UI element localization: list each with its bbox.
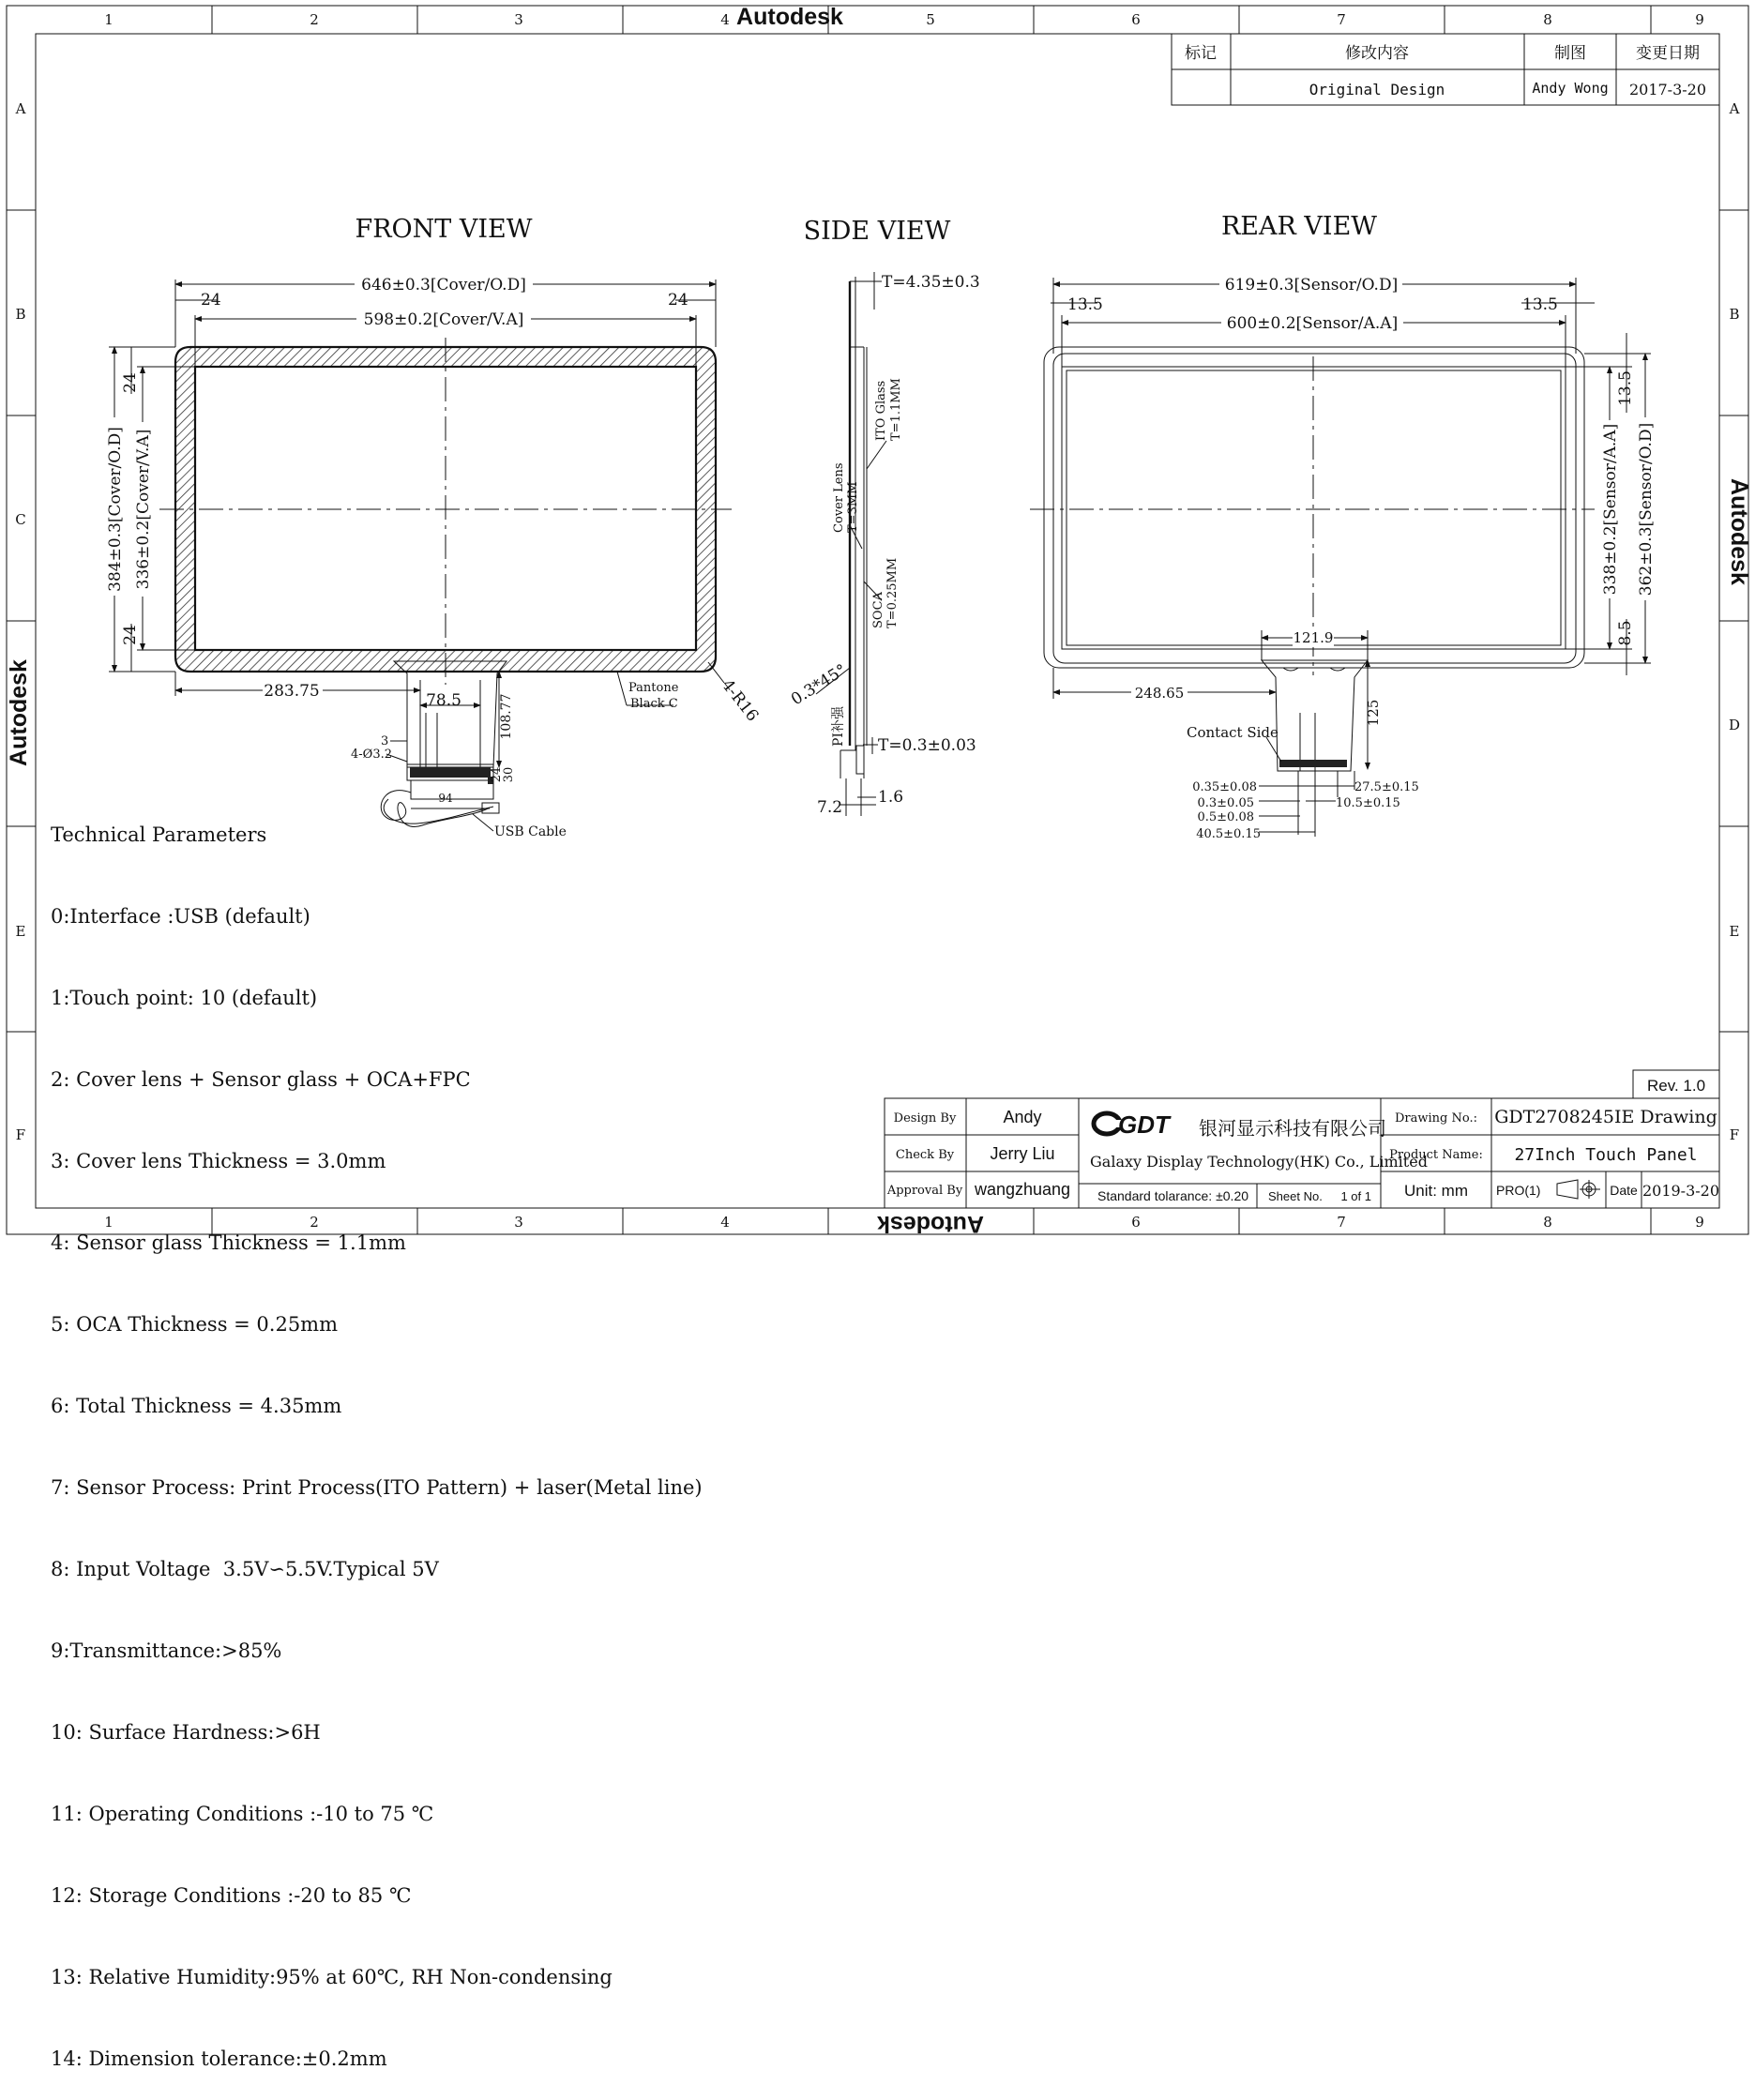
- row-label: C: [15, 511, 26, 528]
- design-by-label: Design By: [893, 1111, 957, 1126]
- col-label: 7: [1337, 11, 1346, 28]
- dim-rear-fpc-offset: 248.65: [1134, 685, 1185, 702]
- dim-rear-bottom: 8.5: [1616, 620, 1635, 646]
- row-label: B: [15, 306, 26, 323]
- company-name-en: Galaxy Display Technology(HK) Co., Limited: [1090, 1153, 1428, 1171]
- col-label: 5: [926, 11, 935, 28]
- col-label: 7: [1337, 1214, 1346, 1231]
- label-cover-2: T=3MM: [846, 481, 860, 533]
- row-label: A: [1729, 100, 1740, 117]
- tech-item: 13: Relative Humidity:95% at 60℃, RH Non-condensing: [51, 1966, 613, 1988]
- tech-item: 3: Cover lens Thickness = 3.0mm: [51, 1150, 386, 1172]
- product-name: 27Inch Touch Panel: [1514, 1145, 1698, 1165]
- check-by-label: Check By: [895, 1148, 955, 1162]
- rev-header-content: 修改内容: [1345, 44, 1409, 63]
- revision-label: Rev. 1.0: [1646, 1077, 1706, 1095]
- dim-rear-c: 0.5±0.08: [1197, 810, 1254, 824]
- dim-1-6: 1.6: [878, 788, 904, 807]
- label-soca-2: T=0.25MM: [885, 557, 900, 628]
- dim-rear-fpc-length: 125: [1365, 699, 1382, 727]
- col-label: 9: [1695, 1214, 1704, 1231]
- tech-item: 11: Operating Conditions :-10 to 75 ℃: [51, 1803, 434, 1825]
- standard-tolerance: Standard tolarance: ±0.20: [1097, 1188, 1249, 1203]
- rev-content: Original Design: [1309, 81, 1445, 98]
- dim-24b: 24: [490, 766, 504, 783]
- approval-by: wangzhuang: [974, 1180, 1071, 1199]
- drawing-no: GDT2708245IE Drawing: [1494, 1107, 1717, 1127]
- label-radius: 4-R16: [718, 675, 763, 726]
- watermark-right: Autodesk: [1726, 478, 1752, 585]
- side-view-title: SIDE VIEW: [803, 217, 951, 246]
- dim-rear-top: 13.5: [1616, 370, 1635, 406]
- dim-sensor-aa-height: 338±0.2[Sensor/A.A]: [1601, 423, 1620, 596]
- tech-heading: Technical Parameters: [51, 823, 267, 846]
- dim-hole: 4-Ø3.2: [351, 748, 392, 762]
- label-cover-1: Cover Lens: [832, 462, 846, 533]
- dim-cover-od-width: 646±0.3[Cover/O.D]: [361, 276, 526, 295]
- dim-rear-f: 10.5±0.15: [1336, 796, 1400, 810]
- tech-item: 10: Surface Hardness:>6H: [51, 1721, 321, 1744]
- col-label: 3: [514, 11, 523, 28]
- label-pantone-1: Pantone: [628, 681, 679, 695]
- dim-fpc-length: 108.77: [499, 693, 514, 740]
- tech-item: 6: Total Thickness = 4.35mm: [51, 1395, 342, 1417]
- label-soca-1: SOCA: [871, 592, 885, 628]
- label-pi: PI补强: [831, 706, 846, 747]
- unit: Unit: mm: [1404, 1182, 1468, 1200]
- dim-rear-a: 0.35±0.08: [1192, 780, 1257, 794]
- col-label: 3: [514, 1214, 523, 1231]
- label-ito-1: ITO Glass: [874, 380, 888, 441]
- dim-fpc-thickness: T=0.3±0.03: [878, 736, 976, 755]
- watermark-left: Autodesk: [6, 659, 32, 766]
- dim-sensor-od-height: 362±0.3[Sensor/O.D]: [1637, 422, 1656, 597]
- side-view: [788, 217, 980, 817]
- dim-cover-od-height: 384±0.3[Cover/O.D]: [106, 427, 125, 592]
- rear-cover-outline: [1044, 347, 1584, 668]
- rev-date: 2017-3-20: [1628, 81, 1707, 98]
- dim-rear-e: 27.5±0.15: [1354, 780, 1419, 794]
- col-label: 2: [310, 11, 319, 28]
- col-label: 6: [1131, 1214, 1141, 1231]
- tech-item: 4: Sensor glass Thickness = 1.1mm: [51, 1231, 406, 1254]
- col-label: 8: [1543, 11, 1552, 28]
- watermark-top: Autodesk: [736, 4, 843, 30]
- dim-fpc-offset: 283.75: [264, 682, 320, 701]
- col-label: 9: [1695, 11, 1704, 28]
- col-label: 2: [310, 1214, 319, 1231]
- dim-fpc-width: 78.5: [426, 691, 461, 710]
- projection-label: PRO(1): [1496, 1183, 1541, 1198]
- rev-header-mark: 标记: [1185, 44, 1217, 63]
- logo-text: GDT: [1118, 1110, 1170, 1139]
- row-label: B: [1729, 306, 1740, 323]
- front-view-title: FRONT VIEW: [355, 215, 533, 244]
- col-label: 1: [104, 11, 113, 28]
- sheet-no-label: Sheet No.: [1268, 1189, 1323, 1203]
- dim-total-thickness: T=4.35±0.3: [882, 273, 980, 292]
- dim-rear-right: 13.5: [1522, 295, 1558, 314]
- dim-border-right: 24: [668, 291, 688, 310]
- gdt-logo: [1094, 1110, 1172, 1139]
- label-contact-side: Contact Side: [1187, 724, 1278, 741]
- dim-rear-d: 40.5±0.15: [1196, 827, 1261, 841]
- dim-rear-fpc-width: 121.9: [1293, 629, 1334, 646]
- fpc-tail: [394, 661, 507, 767]
- rev-header-drafter: 制图: [1554, 44, 1586, 63]
- design-by: Andy: [1003, 1108, 1042, 1126]
- dim-sensor-aa-width: 600±0.2[Sensor/A.A]: [1226, 314, 1399, 333]
- row-label: A: [15, 100, 26, 117]
- rev-header-date: 变更日期: [1636, 44, 1700, 63]
- row-label: F: [1729, 1126, 1740, 1143]
- dim-cover-va-width: 598±0.2[Cover/V.A]: [363, 310, 524, 329]
- row-label: E: [1729, 923, 1740, 940]
- dim-sensor-od-width: 619±0.3[Sensor/O.D]: [1224, 276, 1399, 295]
- label-chamfer: 0.3*45°: [788, 660, 851, 710]
- tech-item: 14: Dimension tolerance:±0.2mm: [51, 2047, 387, 2070]
- row-label: F: [15, 1126, 26, 1143]
- watermark-bottom: Autodesk: [877, 1211, 984, 1237]
- dim-3: 3: [381, 734, 389, 748]
- label-pantone-2: Black C: [630, 697, 678, 711]
- technical-parameters: [51, 767, 703, 2100]
- dim-rear-b: 0.3±0.05: [1197, 796, 1254, 810]
- row-label: D: [1728, 717, 1741, 733]
- rev-drafter: Andy Wong: [1532, 80, 1609, 97]
- tech-item: 12: Storage Conditions :-20 to 85 ℃: [51, 1884, 412, 1907]
- col-label: 4: [720, 11, 730, 28]
- drawing-no-label: Drawing No.:: [1395, 1111, 1477, 1126]
- dim-border-left: 24: [201, 291, 221, 310]
- dim-rear-left: 13.5: [1067, 295, 1103, 314]
- revision-table: [1172, 34, 1719, 105]
- tech-item: 7: Sensor Process: Print Process(ITO Pattern) + laser(Metal line): [51, 1476, 703, 1499]
- col-label: 8: [1543, 1214, 1552, 1231]
- date: 2019-3-20: [1642, 1182, 1720, 1200]
- tech-item: 9:Transmittance:>85%: [51, 1639, 282, 1662]
- date-label: Date: [1610, 1183, 1638, 1198]
- tech-item: 2: Cover lens + Sensor glass + OCA+FPC: [51, 1068, 471, 1091]
- projection-symbol-icon: [1557, 1180, 1600, 1199]
- dim-cover-va-height: 336±0.2[Cover/V.A]: [134, 429, 153, 590]
- rear-view-title: REAR VIEW: [1220, 212, 1378, 241]
- col-label: 6: [1131, 11, 1141, 28]
- tech-item: 5: OCA Thickness = 0.25mm: [51, 1313, 339, 1336]
- dim-94: 94: [438, 792, 453, 805]
- company-name-cn: 银河显示科技有限公司: [1199, 1119, 1386, 1140]
- tech-item: 8: Input Voltage 3.5V∽5.5V.Typical 5V: [51, 1558, 439, 1580]
- label-ito-2: T=1.1MM: [889, 378, 903, 441]
- col-label: 4: [720, 1214, 730, 1231]
- dim-30: 30: [502, 766, 516, 783]
- approval-by-label: Approval By: [886, 1184, 963, 1198]
- dim-border-top: 24: [121, 372, 140, 393]
- label-usb-cable: USB Cable: [494, 824, 567, 839]
- front-view: [104, 215, 762, 839]
- col-label: 1: [104, 1214, 113, 1231]
- product-name-label: Product Name:: [1389, 1148, 1483, 1162]
- title-block: [885, 1070, 1719, 1208]
- rear-view: [1030, 212, 1656, 841]
- tech-item: 1:Touch point: 10 (default): [51, 987, 318, 1009]
- tech-item: 0:Interface :USB (default): [51, 905, 310, 928]
- dim-border-bottom: 24: [121, 625, 140, 645]
- row-label: E: [15, 923, 26, 940]
- check-by: Jerry Liu: [990, 1144, 1055, 1163]
- dim-7-2: 7.2: [817, 798, 843, 817]
- sheet-no: 1 of 1: [1340, 1189, 1371, 1203]
